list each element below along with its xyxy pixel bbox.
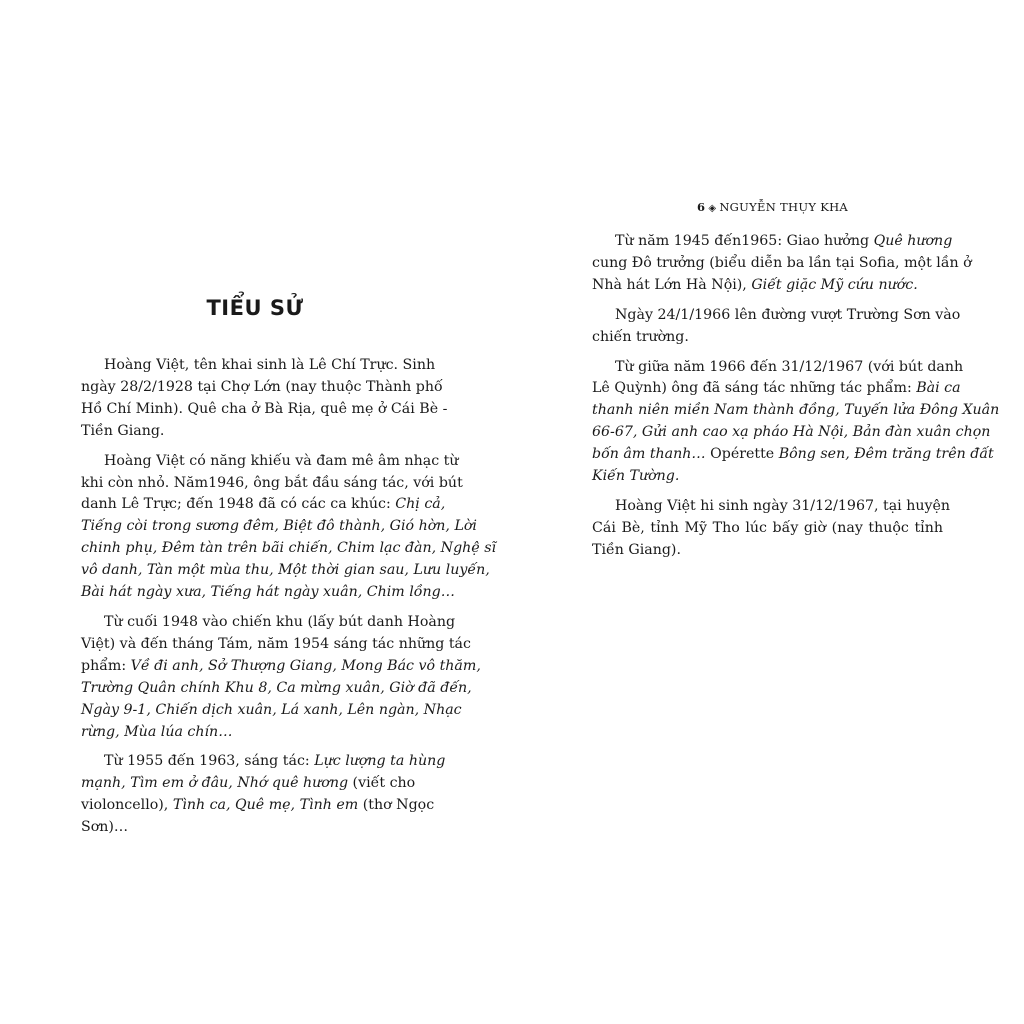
text-line: ngày 28/2/1928 tại Chợ Lớn (nay thuộc Thành phố (81, 378, 443, 395)
text-line: rừng, Mùa lúa chín… (81, 723, 233, 740)
paragraph (592, 357, 1000, 488)
page-number: 6 (697, 200, 706, 214)
paragraph (81, 355, 448, 443)
text-line: 66-67, Gửi anh cao xạ pháo Hà Nội, Bản đàn xuân chọn (592, 424, 991, 441)
text-line: bốn âm thanh… Opérette Bông sen, Đêm trăng trên đất (592, 446, 994, 463)
paragraph (592, 231, 972, 297)
text-line: mạnh, Tìm em ở đâu, Nhớ quê hương (viết cho (81, 775, 416, 792)
text-line: phẩm: Về đi anh, Sở Thượng Giang, Mong Bác vô thăm, (81, 657, 481, 674)
text-line: chiến trường. (592, 328, 689, 345)
text-line: Kiến Tường. (592, 468, 680, 485)
text-line: Tiền Giang. (81, 422, 165, 439)
text-line: violoncello), Tình ca, Quê mẹ, Tình em (thơ Ngọc (81, 797, 435, 814)
text-line: Hồ Chí Minh). Quê cha ở Bà Rịa, quê mẹ ở Cái Bè - (81, 400, 448, 417)
text-line: Trường Quân chính Khu 8, Ca mừng xuân, Giờ đã đến, (81, 679, 472, 696)
paragraph (81, 751, 446, 839)
text-line: Từ giữa năm 1966 đến 31/12/1967 (với bút danh (615, 358, 964, 375)
right-page (512, 0, 1024, 1024)
text-line: Hoàng Việt hi sinh ngày 31/12/1967, tại huyện (615, 497, 951, 514)
text-line: vô danh, Tàn một mùa thu, Một thời gian sau, Lưu luyến, (81, 562, 490, 579)
text-line: Hoàng Việt, tên khai sinh là Lê Chí Trực. Sinh (104, 357, 436, 373)
ornament-separator-icon: ◈ (708, 203, 717, 214)
text-line: Bài hát ngày xưa, Tiếng hát ngày xuân, Chim lồng… (81, 584, 455, 601)
text-line: khi còn nhỏ. Năm1946, ông bắt đầu sáng tác, với bút (81, 474, 463, 491)
text-line: Việt) và đến tháng Tám, năm 1954 sáng tác những tác (81, 635, 471, 652)
text-line: Cái Bè, tỉnh Mỹ Tho lúc bấy giờ (nay thuộc tỉnh (592, 519, 943, 536)
running-head (697, 200, 848, 214)
paragraph (592, 496, 951, 562)
paragraph (81, 612, 481, 743)
text-line: Hoàng Việt có năng khiếu và đam mê âm nhạc từ (104, 452, 459, 469)
paragraph (592, 305, 961, 349)
text-line: Tiếng còi trong sương đêm, Biệt đô thành, Gió hờn, Lời (81, 518, 477, 535)
text-line: Sơn)… (81, 819, 129, 836)
text-line: Từ 1955 đến 1963, sáng tác: Lực lượng ta hùng (104, 753, 446, 770)
text-line: chinh phụ, Đêm tàn trên bãi chiến, Chim lạc đàn, Nghệ sĩ (81, 540, 497, 557)
text-line: Ngày 9-1, Chiến dịch xuân, Lá xanh, Lên ngàn, Nhạc (81, 701, 462, 718)
text-line: Lê Quỳnh) ông đã sáng tác những tác phẩm: Bài ca (592, 380, 961, 397)
page-title: TIỂU SỬ (206, 296, 304, 320)
text-line: Tiền Giang). (592, 541, 681, 558)
right-body-text (592, 231, 1000, 570)
running-head-author: NGUYỄN THỤY KHA (719, 200, 849, 214)
text-line: Nhà hát Lớn Hà Nội), Giết giặc Mỹ cứu nước. (592, 276, 918, 293)
text-line: Từ cuối 1948 vào chiến khu (lấy bút danh Hoàng (104, 613, 456, 630)
text-line: Từ năm 1945 đến1965: Giao hưởng Quê hương (615, 233, 953, 249)
paragraph (81, 451, 497, 604)
text-line: cung Đô trưởng (biểu diễn ba lần tại Sofia, một lần ở (592, 254, 972, 271)
text-line: Ngày 24/1/1966 lên đường vượt Trường Sơn vào (615, 306, 961, 323)
left-body-text (81, 355, 497, 847)
text-line: thanh niên miền Nam thành đồng, Tuyến lửa Đông Xuân (592, 402, 1000, 419)
text-line: danh Lê Trực; đến 1948 đã có các ca khúc: Chị cả, (81, 496, 446, 513)
